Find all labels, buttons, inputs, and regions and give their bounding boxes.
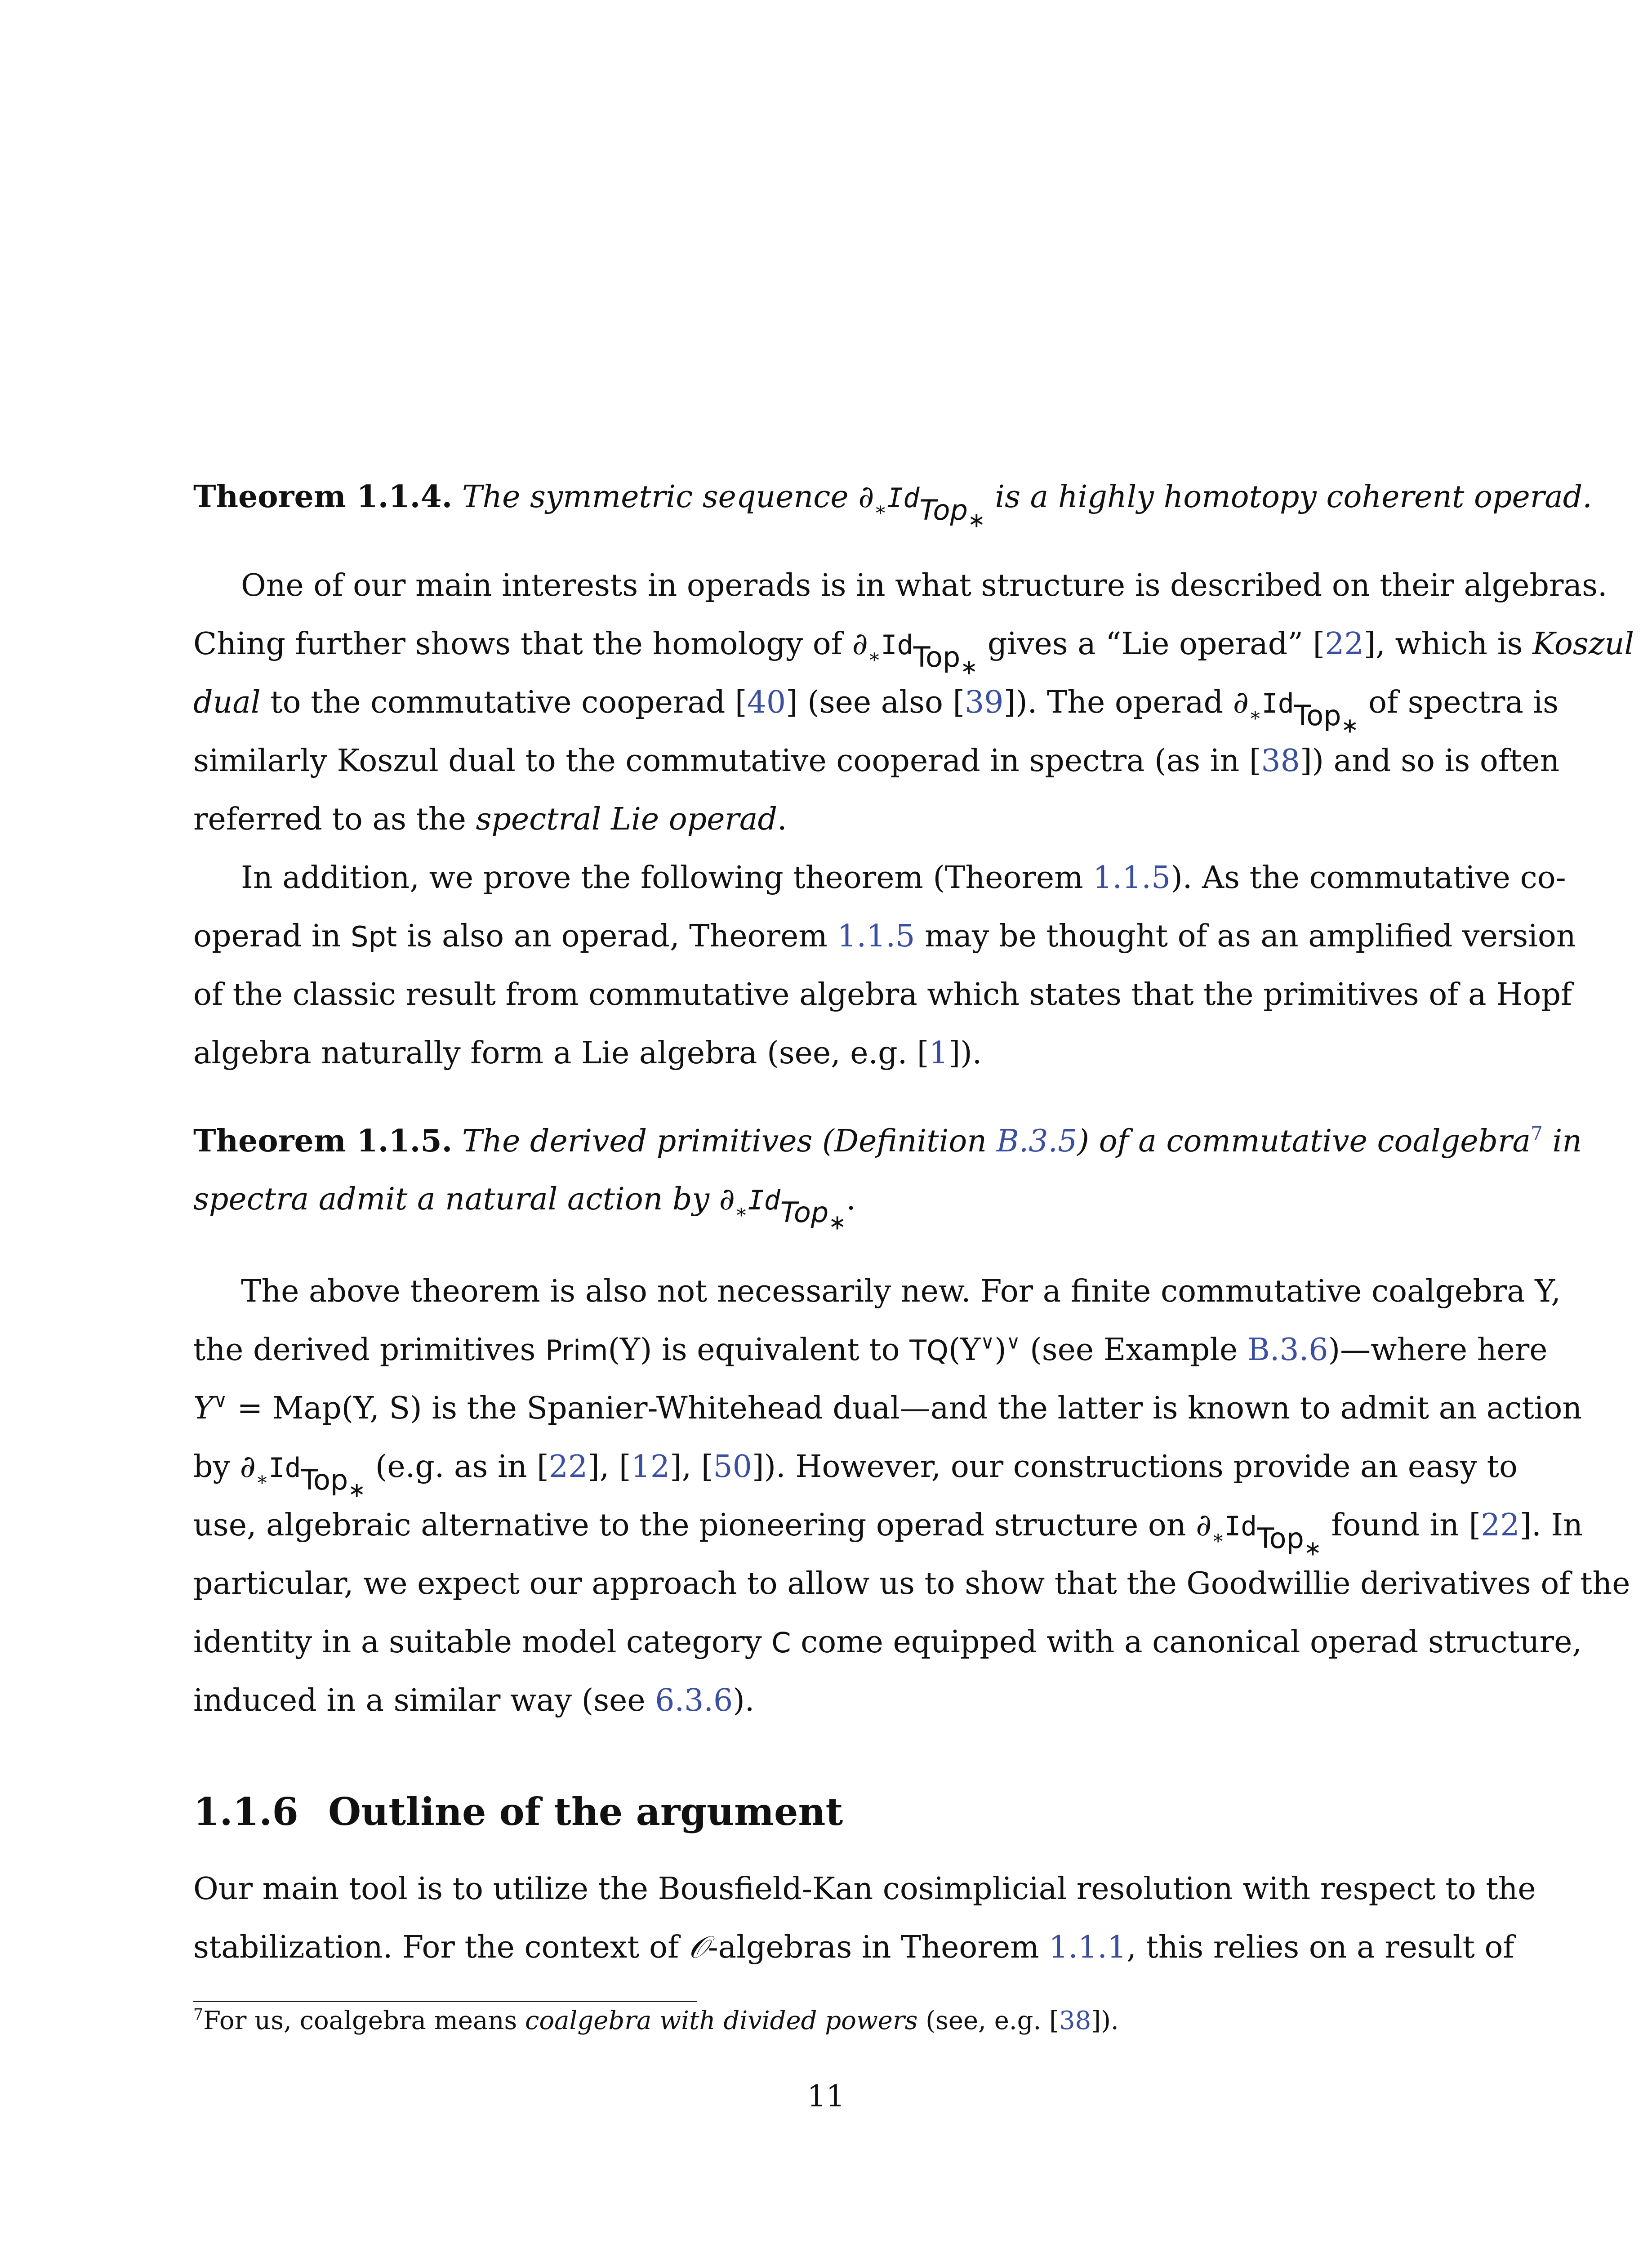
- citation-link[interactable]: 22: [1325, 626, 1364, 662]
- theorem-link[interactable]: 1.1.1: [1049, 1930, 1127, 1965]
- footnote: $^7$For us, coalgebra means coalgebra with divided powers (see, e.g. [38]).: [193, 2006, 1119, 2035]
- math-partial: $\partial_∗Id_{Top_∗}$: [240, 1449, 366, 1502]
- definition-link[interactable]: B.3.5: [996, 1124, 1078, 1159]
- theorem-text: The symmetric sequence: [462, 479, 859, 515]
- text-line: particular, we expect our approach to allow us to show that the Goodwillie derivatives of the: [193, 1566, 1630, 1601]
- text-line: The above theorem is also not necessarily new. For a finite commutative coalgebra Y,: [241, 1274, 1561, 1309]
- math-partial: $\partial_∗Id_{Top_∗}$: [858, 479, 985, 532]
- citation-link[interactable]: 22: [1481, 1508, 1520, 1543]
- citation-link[interactable]: 38: [1261, 743, 1300, 779]
- footnote-number: 7: [193, 2006, 204, 2024]
- text-line: algebra naturally form a Lie algebra (see, e.g. [1]).: [193, 1035, 982, 1071]
- example-link[interactable]: B.3.6: [1247, 1332, 1328, 1368]
- theorem-text-end: is a highly homotopy coherent operad.: [985, 479, 1592, 515]
- text-line: dual to the commutative cooperad [40] (see also [39]). The operad $\partial_∗Id_{Top_∗}$ of spectra is: [193, 685, 1559, 738]
- section-number: 1.1.6: [193, 1789, 298, 1834]
- text-line: referred to as the spectral Lie operad.: [193, 802, 787, 837]
- math-partial: $\partial_∗Id_{Top_∗}$: [1196, 1508, 1322, 1561]
- theorem-label: Theorem 1.1.5.: [193, 1123, 453, 1159]
- math-partial: $\partial_∗Id_{Top_∗}$: [852, 626, 978, 679]
- citation-link[interactable]: 38: [1059, 2006, 1091, 2035]
- text-line: operad in Spt is also an operad, Theorem 1.1.5 may be thought of as an amplified version: [193, 919, 1576, 954]
- footnote-rule: [193, 2001, 697, 2002]
- text-line: of the classic result from commutative algebra which states that the primitives of a Hopf: [193, 977, 1572, 1012]
- text-line: use, algebraic alternative to the pioneering operad structure on $\partial_∗Id_{Top_∗}$ found in [22]. In: [193, 1508, 1583, 1561]
- text-line: the derived primitives Prim(Y) is equivalent to TQ(Y∨)∨ (see Example B.3.6)—where here: [193, 1331, 1548, 1368]
- theorem-link[interactable]: 1.1.5: [1093, 860, 1171, 896]
- footnote-mark[interactable]: 7: [1531, 1122, 1543, 1145]
- theorem-line: spectra admit a natural action by $\partial_∗Id_{Top_∗}$.: [193, 1182, 856, 1235]
- text-line: induced in a similar way (see 6.3.6).: [193, 1683, 755, 1718]
- theorem-link[interactable]: 1.1.5: [837, 919, 915, 954]
- page-number: 11: [807, 2079, 845, 2114]
- theorem-label: Theorem 1.1.4.: [193, 479, 453, 515]
- section-link[interactable]: 6.3.6: [655, 1683, 733, 1718]
- text-line: by $\partial_∗Id_{Top_∗}$ (e.g. as in [22], [12], [50]). However, our constructions provide an easy to: [193, 1449, 1518, 1502]
- citation-link[interactable]: 50: [713, 1449, 752, 1485]
- section-title: Outline of the argument: [328, 1789, 843, 1834]
- text-line: stabilization. For the context of 𝒪-algebras in Theorem 1.1.1, this relies on a result of: [193, 1930, 1514, 1965]
- theorem-line: Theorem 1.1.5. The derived primitives (Definition B.3.5) of a commutative coalgebra$^7$ in: [193, 1122, 1582, 1159]
- text-line: One of our main interests in operads is in what structure is described on their algebras.: [241, 568, 1607, 603]
- citation-link[interactable]: 1: [929, 1035, 948, 1071]
- text-line: Y∨ = Map(Y, S) is the Spanier-Whitehead dual—and the latter is known to admit an action: [193, 1389, 1582, 1426]
- math-partial: $\partial_∗Id_{Top_∗}$: [719, 1182, 846, 1235]
- citation-link[interactable]: 40: [747, 685, 786, 720]
- text-line: identity in a suitable model category C come equipped with a canonical operad structure,: [193, 1624, 1582, 1660]
- math-partial: $\partial_∗Id_{Top_∗}$: [1233, 685, 1359, 738]
- citation-link[interactable]: 39: [965, 685, 1004, 720]
- theorem-line: [193, 477, 1592, 532]
- citation-link[interactable]: 12: [631, 1449, 670, 1485]
- text-line: Our main tool is to utilize the Bousfield-Kan cosimplicial resolution with respect to the: [193, 1871, 1536, 1907]
- citation-link[interactable]: 22: [548, 1449, 588, 1485]
- text-line: similarly Koszul dual to the commutative cooperad in spectra (as in [38]) and so is often: [193, 743, 1560, 779]
- section-heading: [193, 1789, 843, 1834]
- text-line: Ching further shows that the homology of $\partial_∗Id_{Top_∗}$ gives a “Lie operad” [22], which is Koszul: [193, 626, 1634, 679]
- text-line: In addition, we prove the following theorem (Theorem 1.1.5). As the commutative co-: [241, 860, 1566, 896]
